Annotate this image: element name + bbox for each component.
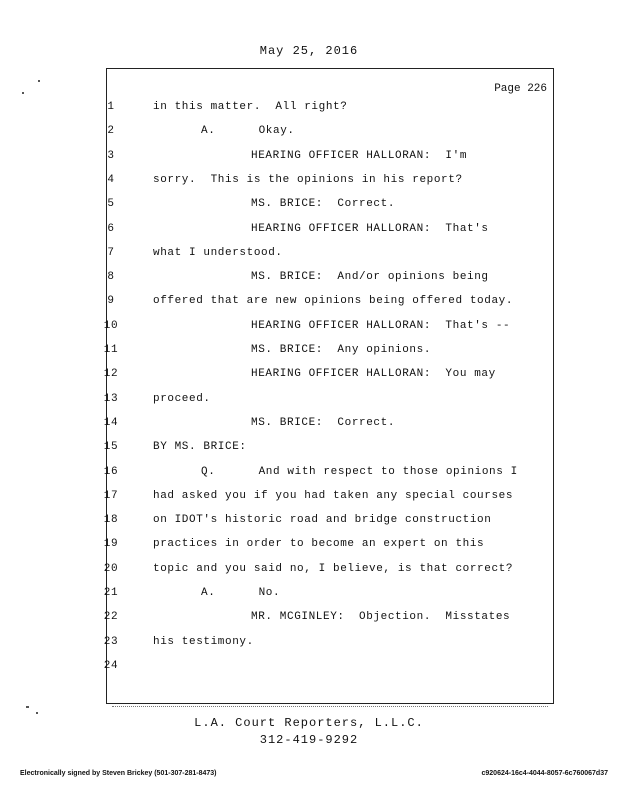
transcript-line — [103, 562, 553, 587]
transcript-date: May 25, 2016 — [259, 44, 359, 58]
line-number: 11 — [103, 344, 119, 356]
court-reporter-phone: 312-419-9292 — [259, 733, 359, 747]
line-number: 21 — [103, 587, 119, 599]
transcript-line — [107, 247, 553, 271]
line-text: MS. BRICE: Correct. — [251, 198, 396, 211]
line-number: 16 — [103, 465, 119, 478]
line-number: 20 — [103, 562, 119, 575]
line-text: offered that are new opinions being offered today. — [153, 295, 514, 308]
line-text: HEARING OFFICER HALLORAN: That's — [251, 222, 489, 235]
line-text: A. No. — [201, 587, 281, 599]
transcript-line — [107, 295, 553, 319]
scan-artifact-line — [112, 706, 548, 709]
line-text: on IDOT's historic road and bridge construction — [153, 514, 492, 527]
line-number: 8 — [107, 271, 115, 284]
line-number: 7 — [107, 246, 115, 259]
transcript-line — [103, 587, 553, 611]
line-text: had asked you if you had taken any special courses — [153, 489, 514, 502]
line-number: 5 — [107, 198, 115, 211]
scan-speck — [38, 80, 40, 82]
line-number: 17 — [103, 489, 119, 502]
line-text: MS. BRICE: And/or opinions being — [251, 271, 489, 284]
line-number: 15 — [103, 441, 119, 454]
document-id: c920624-16c4-4044-8057-6c760067d37 — [481, 770, 608, 777]
line-number: 22 — [103, 611, 119, 624]
line-number: 9 — [107, 295, 115, 308]
transcript-line — [103, 392, 553, 417]
transcript-line — [103, 416, 553, 441]
transcript-line — [103, 611, 553, 635]
transcript-line — [103, 538, 553, 562]
line-number: 18 — [103, 514, 119, 527]
transcript-line — [107, 125, 553, 149]
line-number: 10 — [103, 319, 119, 332]
line-text: practices in order to become an expert on this — [153, 538, 485, 551]
transcript-line — [103, 319, 553, 344]
line-text: in this matter. All right? — [153, 101, 348, 113]
electronic-signature: Electronically signed by Steven Brickey (501-307-281-8473) — [20, 770, 217, 777]
line-number: 14 — [103, 416, 119, 429]
transcript-line — [103, 635, 553, 660]
transcript-page-frame — [103, 68, 554, 704]
line-text: topic and you said no, I believe, is that correct? — [153, 562, 514, 575]
line-text: MR. MCGINLEY: Objection. Misstates — [251, 611, 511, 624]
transcript-line — [103, 514, 553, 538]
transcript-line — [103, 344, 553, 368]
line-number: 2 — [107, 125, 115, 138]
line-text: proceed. — [153, 392, 211, 405]
transcript-line — [103, 489, 553, 514]
transcript-line — [103, 368, 553, 392]
line-text: HEARING OFFICER HALLORAN: You may — [251, 368, 496, 381]
line-number: 24 — [103, 659, 119, 672]
scan-speck — [36, 712, 38, 714]
line-text: his testimony. — [153, 635, 254, 648]
transcript-line — [103, 441, 553, 465]
line-text: MS. BRICE: Any opinions. — [251, 344, 432, 356]
scan-speck — [26, 706, 29, 708]
line-number: 23 — [103, 635, 119, 648]
court-reporter-firm: L.A. Court Reporters, L.L.C. — [194, 716, 424, 730]
line-text: A. Okay. — [201, 125, 295, 138]
line-number: 3 — [107, 149, 115, 162]
line-text: HEARING OFFICER HALLORAN: I'm — [251, 149, 468, 162]
line-number: 13 — [103, 392, 119, 405]
line-text: what I understood. — [153, 246, 283, 259]
line-number: 6 — [107, 222, 115, 235]
line-text: HEARING OFFICER HALLORAN: That's -- — [251, 319, 511, 332]
line-text: BY MS. BRICE: — [153, 441, 247, 454]
line-text: MS. BRICE: Correct. — [251, 416, 396, 429]
page-number: Page 226 — [494, 83, 547, 95]
transcript-line — [107, 150, 553, 174]
transcript-line — [103, 659, 553, 684]
transcript-line — [107, 101, 553, 125]
transcript-line — [107, 223, 553, 247]
line-number: 19 — [103, 538, 119, 551]
transcript-line — [103, 465, 553, 490]
line-text: sorry. This is the opinions in his report? — [153, 173, 463, 186]
line-number: 1 — [107, 101, 115, 113]
line-text: Q. And with respect to those opinions I — [201, 465, 518, 478]
transcript-line — [107, 198, 553, 222]
line-number: 12 — [103, 368, 119, 381]
line-number: 4 — [107, 173, 115, 186]
transcript-line — [107, 174, 553, 198]
scan-speck — [22, 92, 24, 94]
transcript-line — [107, 271, 553, 295]
